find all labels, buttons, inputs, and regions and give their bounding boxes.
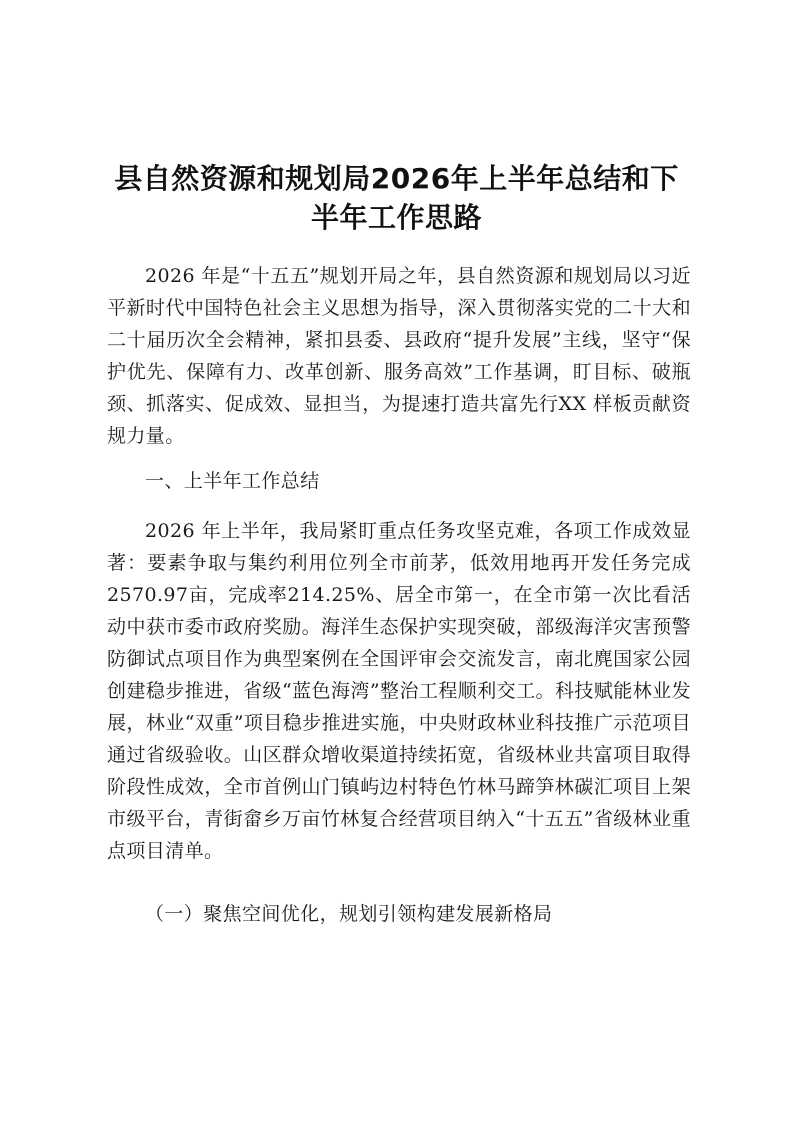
- subsection-heading: （一）聚焦空间优化，规划引领构建发展新格局: [145, 903, 553, 925]
- title-line-1: 县自然资源和规划局2026年上半年总结和下: [114, 161, 679, 195]
- section-heading: 一、上半年工作总结: [145, 470, 320, 492]
- title-line-2: 半年工作思路: [310, 200, 482, 234]
- document-title: [95, 159, 698, 237]
- intro-paragraph: 2026 年是“十五五”规划开局之年，县自然资源和规划局以习近平新时代中国特色社会主义思想为指导，深入贯彻落实党的二十大和二十届历次全会精神，紧扣县委、县政府“提升发展”主线，坚守“保护优先、保障有力、改革创新、服务高效”工作基调，盯目标、破瓶颈、抓落实、促成效、显担当，为提速打造共富先行XX 样板贡献资规力量。: [107, 265, 691, 447]
- section-paragraph: 2026 年上半年，我局紧盯重点任务攻坚克难，各项工作成效显著：要素争取与集约利用位列全市前茅，低效用地再开发任务完成2570.97亩，完成率214.25%、居全市第一，在全市第一次比看活动中获市委市政府奖励。海洋生态保护实现突破，部级海洋灾害预警防御试点项目作为典型案例在全国评审会交流发言，南北麂国家公园创建稳步推进，省级“蓝色海湾”整治工程顺利交工。科技赋能林业发展，林业“双重”项目稳步推进实施，中央财政林业科技推广示范项目通过省级验收。山区群众增收渠道持续拓宽，省级林业共富项目取得阶段性成效，全市首例山门镇屿边村特色竹林马蹄笋林碳汇项目上架市级平台，青街畲乡万亩竹林复合经营项目纳入“十五五”省级林业重点项目清单。: [107, 520, 691, 862]
